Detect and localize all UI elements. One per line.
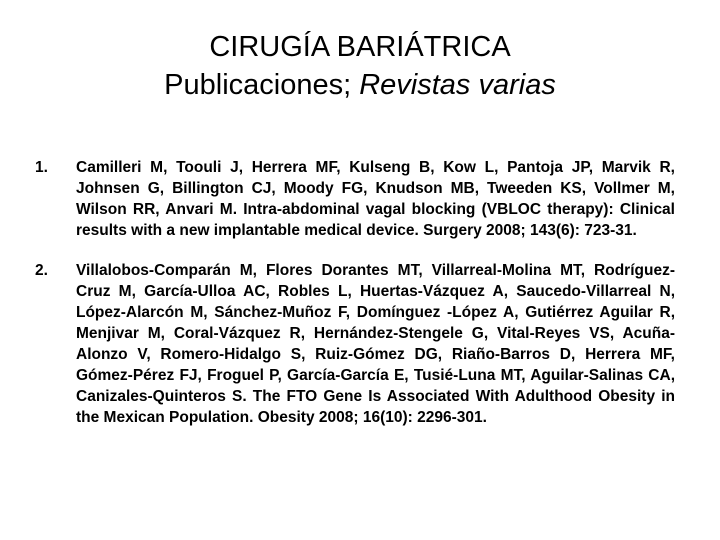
reference-text: Camilleri M, Toouli J, Herrera MF, Kulseng B, Kow L, Pantoja JP, Marvik R, Johnsen G, Billington CJ, Moody FG, Knudson MB, Tweeden KS, Vollmer M, Wilson RR, Anvari M. Intra-abdominal vagal blocking (VBLOC therapy): Clinical results with a new implantable medical device. Surgery 2008; 143(6): 723-31.	[76, 159, 675, 239]
title-plain-text: Publicaciones;	[164, 69, 360, 101]
title-italic-text: Revistas varias	[359, 69, 556, 101]
reference-list	[35, 157, 675, 428]
slide-title	[0, 28, 720, 104]
reference-number: 1.	[35, 159, 48, 176]
title-line-1: CIRUGÍA BARIÁTRICA	[209, 31, 511, 63]
reference-number: 2.	[35, 262, 48, 279]
reference-item	[35, 157, 675, 241]
title-line-2	[0, 66, 720, 104]
reference-item	[35, 260, 675, 428]
reference-text: Villalobos-Comparán M, Flores Dorantes MT, Villarreal-Molina MT, Rodríguez-Cruz M, García-Ulloa AC, Robles L, Huertas-Vázquez A, Saucedo-Villarreal N, López-Alarcón M, Sánchez-Muñoz F, Domínguez -López A, Gutiérrez Aguilar R, Menjivar M, Coral-Vázquez R, Hernández-Stengele G, Vital-Reyes VS, Acuña-Alonzo V, Romero-Hidalgo S, Ruiz-Gómez DG, Riaño-Barros D, Herrera MF, Gómez-Pérez FJ, Froguel P, García-García E, Tusié-Luna MT, Aguilar-Salinas CA, Canizales-Quinteros S. The FTO Gene Is Associated With Adulthood Obesity in the Mexican Population. Obesity 2008; 16(10): 2296-301.	[76, 262, 675, 426]
